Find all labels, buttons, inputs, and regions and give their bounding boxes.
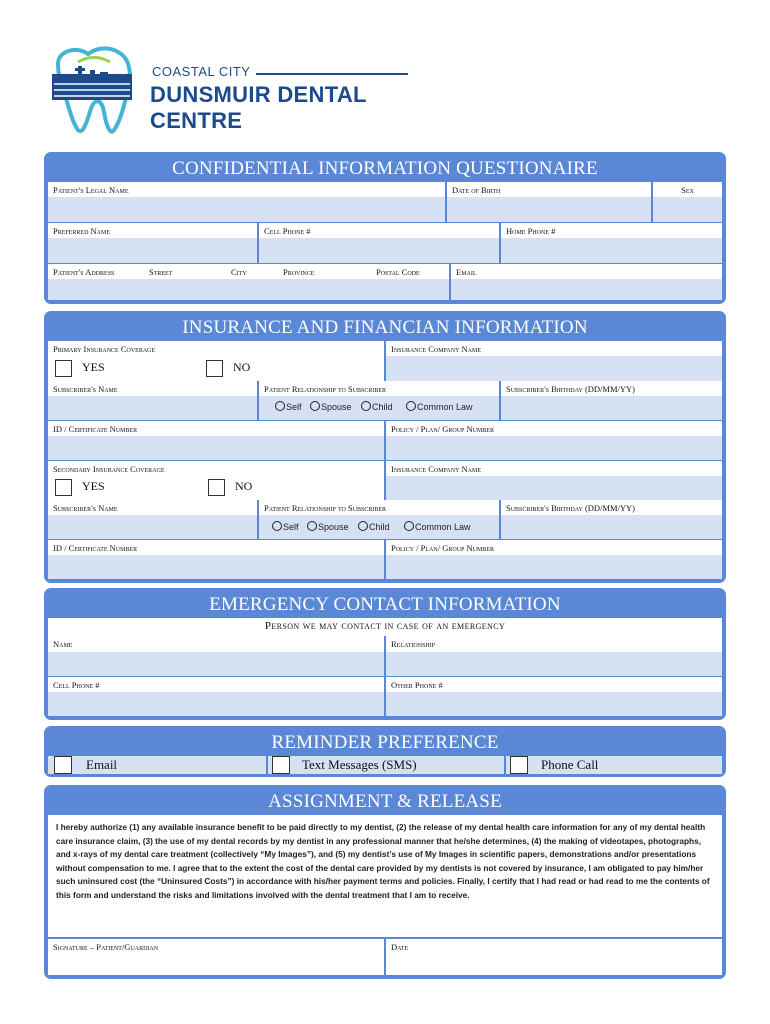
secondary-yes-checkbox[interactable] [55,479,72,496]
label-emergency-name: Name [48,636,384,652]
emergency-relationship-field[interactable] [386,652,722,676]
primary-company-field[interactable] [386,356,722,381]
radio-icon [406,401,416,411]
label-date: Date [386,939,722,975]
reminder-sms-checkbox[interactable] [272,756,290,774]
home-phone-field[interactable] [501,238,722,263]
secondary-radio-spouse[interactable] [307,521,349,532]
emergency-name-field[interactable] [48,652,384,676]
insurance-title: INSURANCE AND FINANCIAN INFORMATION [182,317,588,338]
label-home-phone: Home Phone # [501,223,722,238]
label-legal-name: Patient's Legal Name [48,182,445,197]
sex-field[interactable] [653,197,722,222]
primary-radio-self[interactable] [275,401,302,412]
primary-radio-common-law[interactable] [406,401,473,412]
label-secondary-relationship: Patient Relationship to Subscriber [259,500,499,515]
insurance-panel [44,311,726,583]
primary-yes-label: YES [82,360,105,374]
label-primary-id: ID / Certificate Number [48,421,384,436]
logo-rule [256,73,408,75]
primary-subscriber-field[interactable] [48,396,257,420]
emergency-subtitle: Person we may contact in case of an emergency [264,620,506,632]
label-emergency-other-phone: Other Phone # [386,677,722,692]
reminder-email-option [48,756,266,774]
secondary-radio-self[interactable] [272,521,299,532]
label-primary-subscriber: Subscriber's Name [48,381,257,396]
secondary-radio-common-law[interactable] [404,521,471,532]
clinic-logo [48,44,428,136]
confidential-panel [44,152,726,304]
reminder-email-label: Email [86,757,118,772]
tooth-logo-icon [48,44,148,136]
label-secondary-birthday: Subscriber's Birthday (DD/MM/YY) [501,500,722,515]
secondary-birthday-field[interactable] [501,515,722,539]
label-province: Province [283,267,315,277]
label-cell-phone: Cell Phone # [259,223,499,238]
primary-no-label: NO [233,360,251,374]
secondary-company-field[interactable] [386,476,722,500]
secondary-no-label: NO [235,479,253,493]
label-signature: Signature – Patient/Guardian [48,939,384,975]
radio-label: Common Law [415,522,471,532]
release-text-box [48,815,722,937]
primary-birthday-field[interactable] [501,396,722,420]
label-street: Street [149,267,173,277]
label-primary-policy: Policy / Plan/ Group Number [386,421,722,436]
label-postal-code: Postal Code [376,267,420,277]
secondary-id-field[interactable] [48,555,384,579]
email-field[interactable] [451,279,722,300]
radio-label: Self [286,402,302,412]
primary-radio-spouse[interactable] [310,401,352,412]
label-email: Email [451,264,722,279]
emergency-title: EMERGENCY CONTACT INFORMATION [209,594,561,615]
radio-icon [404,521,414,531]
radio-label: Self [283,522,299,532]
reminder-phone-label: Phone Call [541,757,599,772]
radio-icon [358,521,368,531]
assignment-title: ASSIGNMENT & RELEASE [268,791,502,812]
label-secondary-coverage: Secondary Insurance Coverage [48,461,384,476]
emergency-other-phone-field[interactable] [386,692,722,716]
emergency-cell-field[interactable] [48,692,384,716]
assignment-panel [44,785,726,979]
label-secondary-subscriber: Subscriber's Name [48,500,257,515]
label-emergency-relationship: Relationship [386,636,722,652]
label-dob: Date of Birth [447,182,651,197]
primary-no-checkbox[interactable] [206,360,223,377]
label-primary-company: Insurance Company Name [386,341,722,356]
radio-icon [275,401,285,411]
release-text: I hereby authorize (1) any available insurance benefit to be paid directly to my dentist, (2) the release of my dental health care information for any of my dental health care insurance claim, (3) the use of my dental records by my dentist in any professional manner that he/she determines, (4) the making of videotapes, photographs, and x-rays of my dental care treatment (collectively “My Images”), and (5) my dentist’s use of My Images in scientific papers, demonstrations and/or presentations without compensation to me. I agree that to the extent the cost of the dental care provided by my dentists is not covered by insurance, I am obligated to pay him/her such uninsured cost (the “Uninsured Costs”) in accordance with his/her payment terms and policies. Finally, I certify that I had read or had read to me the contents of this form and understand the risks and limitations involved with the dental treatment that I am to receive. [56,822,710,900]
label-secondary-id: ID / Certificate Number [48,540,384,555]
secondary-policy-field[interactable] [386,555,722,579]
confidential-title: CONFIDENTIAL INFORMATION QUESTIONAIRE [172,158,598,179]
label-emergency-cell: Cell Phone # [48,677,384,692]
emergency-panel [44,588,726,720]
cell-phone-field[interactable] [259,238,499,263]
reminder-panel [44,726,726,777]
radio-label: Spouse [321,402,352,412]
primary-yes-checkbox[interactable] [55,360,72,377]
logo-line1: COASTAL CITY [152,64,251,79]
primary-radio-child[interactable] [361,401,393,412]
logo-line2: DUNSMUIR DENTAL CENTRE [150,82,367,133]
preferred-name-field[interactable] [48,238,257,263]
secondary-yes-label: YES [82,479,105,493]
label-secondary-policy: Policy / Plan/ Group Number [386,540,722,555]
label-address: Patient's Address [53,267,115,277]
radio-label: Common Law [417,402,473,412]
radio-icon [307,521,317,531]
radio-icon [272,521,282,531]
label-sex: Sex [653,182,722,197]
secondary-radio-child[interactable] [358,521,390,532]
label-primary-relationship: Patient Relationship to Subscriber [259,381,499,396]
label-primary-birthday: Subscriber's Birthday (DD/MM/YY) [501,381,722,396]
label-secondary-company: Insurance Company Name [386,461,722,476]
radio-label: Child [372,402,393,412]
label-primary-coverage: Primary Insurance Coverage [48,341,384,356]
reminder-email-checkbox[interactable] [54,756,72,774]
reminder-phone-option [506,756,722,774]
label-city: City [231,267,247,277]
reminder-phone-checkbox[interactable] [510,756,528,774]
secondary-subscriber-field[interactable] [48,515,257,539]
label-preferred-name: Preferred Name [48,223,257,238]
radio-label: Spouse [318,522,349,532]
reminder-sms-label: Text Messages (SMS) [302,757,417,772]
reminder-title: REMINDER PREFERENCE [271,732,499,753]
legal-name-field[interactable] [48,197,445,222]
address-field[interactable] [48,279,449,300]
primary-id-field[interactable] [48,436,384,460]
radio-icon [310,401,320,411]
secondary-no-checkbox[interactable] [208,479,225,496]
radio-label: Child [369,522,390,532]
primary-policy-field[interactable] [386,436,722,460]
radio-icon [361,401,371,411]
dob-field[interactable] [447,197,651,222]
